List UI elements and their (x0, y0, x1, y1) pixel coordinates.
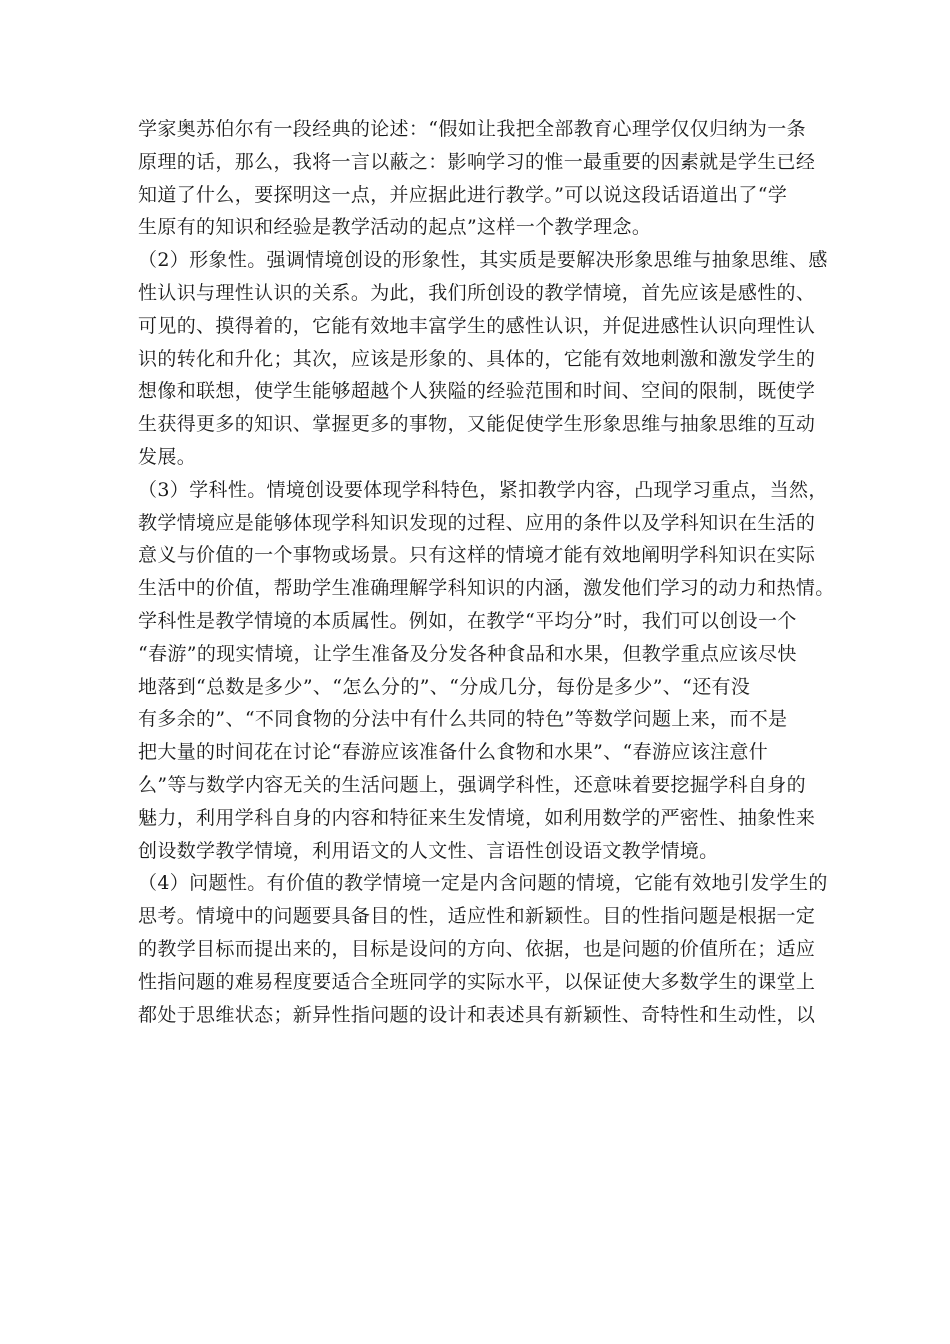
text-line: 性指问题的难易程度要适合全班同学的实际水平，以保证使大多数学生的课堂上 (138, 970, 816, 993)
text-line: 教学情境应是能够体现学科知识发现的过程、应用的条件以及学科知识在生活的 (138, 511, 816, 534)
text-line: 创设数学教学情境，利用语文的人文性、言语性创设语文教学情境。 (138, 839, 719, 862)
text-line: 生获得更多的知识、掌握更多的事物，又能促使学生形象思维与抽象思维的互动 (138, 413, 816, 436)
text-line: 思考。情境中的问题要具备目的性，适应性和新颖性。目的性指问题是根据一定 (138, 905, 816, 928)
text-line: 识的转化和升化；其次，应该是形象的、具体的，它能有效地刺激和激发学生的 (138, 347, 816, 370)
text-line: 知道了什么，要探明这一点，并应据此进行教学。”可以说这段话语道出了“学 (138, 183, 788, 206)
text-line: 原理的话，那么，我将一言以蔽之：影响学习的惟一最重要的因素就是学生已经 (138, 150, 816, 173)
text-line: 生活中的价值，帮助学生准确理解学科知识的内涵，激发他们学习的动力和热情。 (138, 577, 835, 600)
text-line: 的教学目标而提出来的，目标是设问的方向、依据，也是问题的价值所在；适应 (138, 937, 816, 960)
text-line: 生原有的知识和经验是教学活动的起点”这样一个教学理念。 (138, 216, 652, 239)
text-line: 学科性是教学情境的本质属性。例如，在教学“平均分”时，我们可以创设一个 (138, 609, 797, 632)
text-line: 魅力，利用学科自身的内容和特征来生发情境，如利用数学的严密性、抽象性来 (138, 806, 816, 829)
text-line: 地落到“总数是多少”、“怎么分的”、“分成几分，每份是多少”、“还有没 (138, 675, 751, 698)
text-line: 发展。 (138, 445, 197, 468)
text-line: 意义与价值的一个事物或场景。只有这样的情境才能有效地阐明学科知识在实际 (138, 544, 816, 567)
text-line: （3）学科性。情境创设要体现学科特色，紧扣教学内容，凸现学习重点，当然， (138, 478, 828, 501)
text-line: 学家奥苏伯尔有一段经典的论述：“假如让我把全部教育心理学仅仅归纳为一条 (138, 118, 806, 140)
text-line: 想像和联想，使学生能够超越个人狭隘的经验范围和时间、空间的限制，既使学 (138, 380, 816, 403)
body-text (138, 113, 835, 1031)
text-line: 有多余的”、“不同食物的分法中有什么共同的特色”等数学问题上来，而不是 (138, 708, 788, 731)
text-line: 性认识与理性认识的关系。为此，我们所创设的教学情境，首先应该是感性的、 (138, 281, 816, 304)
text-line: 可见的、摸得着的，它能有效地丰富学生的感性认识，并促进感性认识向理性认 (138, 314, 816, 337)
text-line: 么”等与数学内容无关的生活问题上，强调学科性，还意味着要挖掘学科自身的 (138, 773, 806, 796)
text-line: （2）形象性。强调情境创设的形象性，其实质是要解决形象思维与抽象思维、感 (138, 249, 828, 272)
text-line: 把大量的时间花在讨论“春游应该准备什么食物和水果”、“春游应该注意什 (138, 741, 769, 764)
text-line: “春游”的现实情境，让学生准备及分发各种食品和水果，但教学重点应该尽快 (138, 642, 797, 665)
text-line: （4）问题性。有价值的教学情境一定是内含问题的情境，它能有效地引发学生的 (138, 872, 828, 895)
text-line: 都处于思维状态；新异性指问题的设计和表述具有新颖性、奇特性和生动性，以 (138, 1003, 816, 1026)
